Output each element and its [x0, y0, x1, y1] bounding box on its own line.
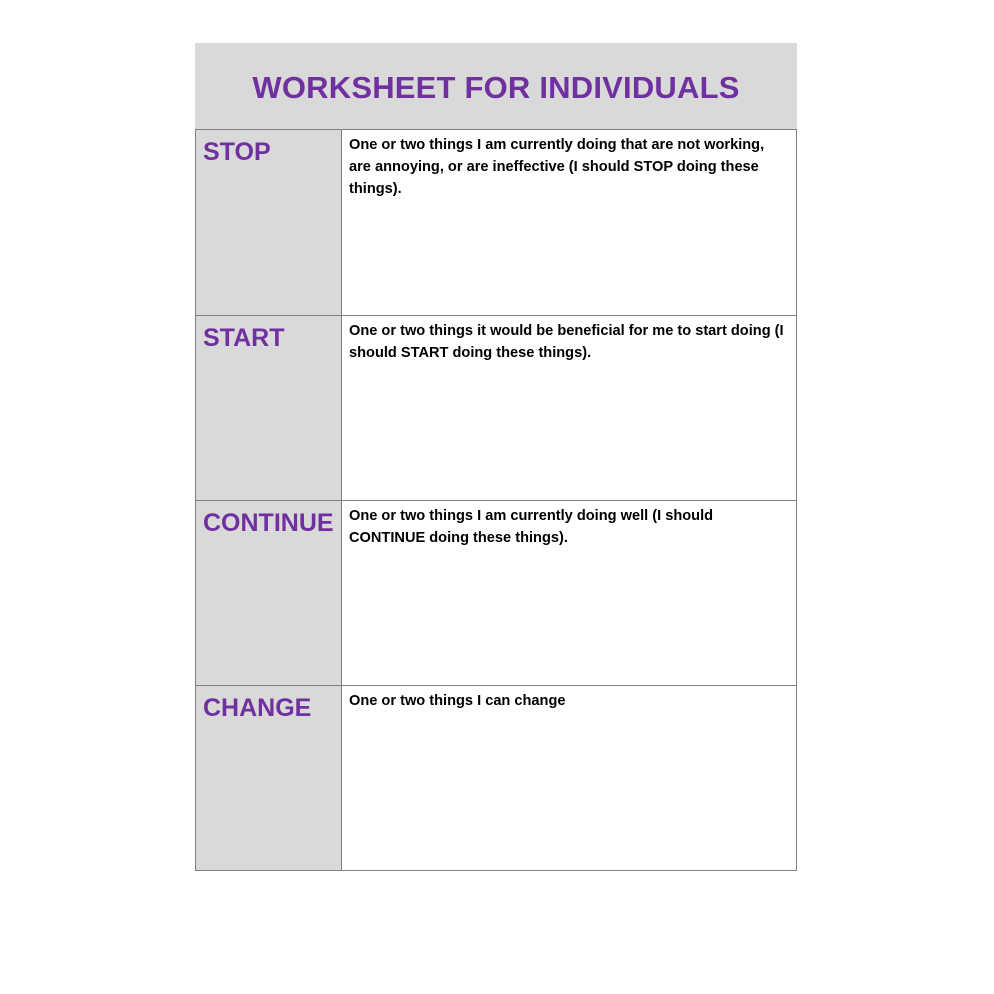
answer-cell-change[interactable] [342, 686, 796, 870]
row-label-stop: STOP [203, 138, 271, 166]
worksheet [195, 43, 797, 871]
title-bar [195, 43, 797, 129]
label-cell-stop [196, 130, 342, 315]
row-label-start: START [203, 324, 285, 352]
label-cell-change [196, 686, 342, 870]
worksheet-table [195, 129, 797, 871]
row-description-stop: One or two things I am currently doing that are not working, are annoying, or are ineffective (I should STOP doing these things). [349, 137, 765, 197]
row-description-continue: One or two things I am currently doing well (I should CONTINUE doing these things). [349, 508, 714, 546]
row-description-start: One or two things it would be beneficial for me to start doing (I should START doing these things). [349, 323, 784, 361]
answer-cell-continue[interactable] [342, 501, 796, 685]
row-start [196, 315, 796, 500]
label-cell-continue [196, 501, 342, 685]
answer-cell-stop[interactable] [342, 130, 796, 315]
row-change [196, 685, 796, 870]
label-cell-start [196, 316, 342, 500]
answer-cell-start[interactable] [342, 316, 796, 500]
row-stop [196, 129, 796, 315]
row-label-continue: CONTINUE [203, 509, 334, 537]
row-continue [196, 500, 796, 685]
row-label-change: CHANGE [203, 694, 312, 722]
worksheet-title: WORKSHEET FOR INDIVIDUALS [252, 70, 740, 105]
row-description-change: One or two things I can change [349, 693, 566, 709]
